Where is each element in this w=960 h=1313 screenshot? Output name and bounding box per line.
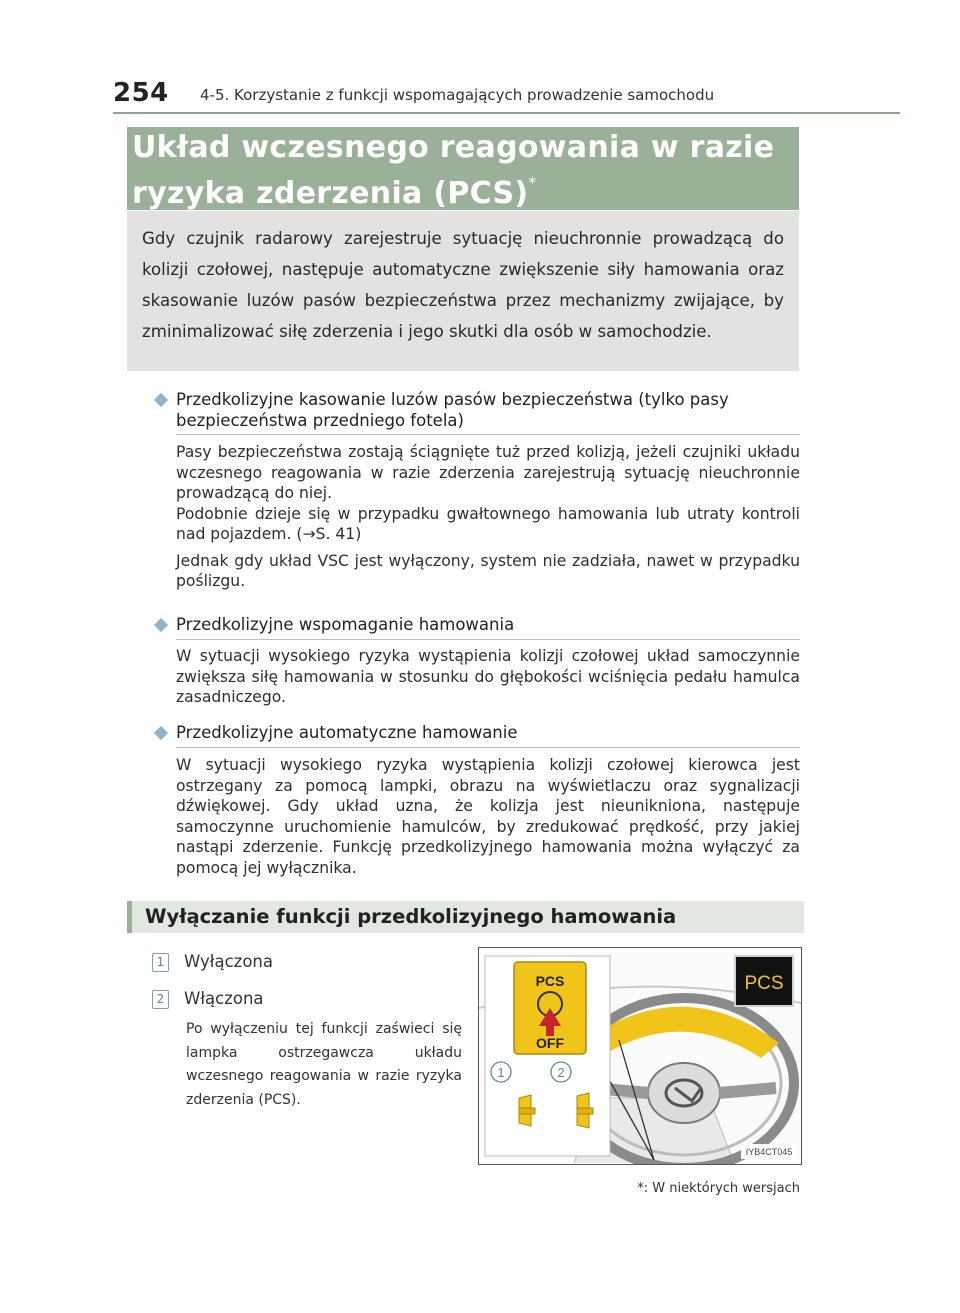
paragraph: W sytuacji wysokiego ryzyka wystąpienia kolizji czołowej układ samoczynnie zwiększa siłę hamowania w stosunku do głębokości wciśnięcia pedału hamulca zasadniczego.: [176, 647, 800, 706]
subsection-divider: [176, 434, 800, 435]
bullet-diamond-icon: [154, 618, 168, 632]
item-label-on: Włączona: [184, 989, 264, 1008]
item-number-badge: 2: [152, 990, 169, 1009]
subsection-body: [176, 646, 800, 708]
paragraph: Jednak gdy układ VSC jest wyłączony, system nie zadziała, nawet w przypadku poślizgu.: [176, 551, 800, 590]
paragraph: W sytuacji wysokiego ryzyka wystąpienia kolizji czołowej kierowca jest ostrzegany za pomocą lampki, obrazu na wyświetlaczu oraz sygnalizacji dźwiękowej. Gdy układ uzna, że kolizja jest nieunikniona, następuje samoczynne uruchomienie hamulców, by zredukować prędkość, przy jakiej nastąpi zderzenie. Funkcję przedkolizyjnego hamowania można wyłączyć za pomocą jej wyłącznika.: [176, 756, 800, 877]
item-label-off: Wyłączona: [184, 952, 273, 971]
callout-number: 1: [497, 1065, 505, 1080]
subsection-title: Przedkolizyjne kasowanie luzów pasów bezpieczeństwa (tylko pasy bezpieczeństwa przedniego fotela): [176, 390, 729, 430]
switch-bottom-label: OFF: [536, 1035, 564, 1051]
switch-top-label: PCS: [535, 973, 565, 989]
subsection-title: Przedkolizyjne wspomaganie hamowania: [176, 615, 515, 634]
page-number: 254: [113, 78, 169, 108]
note-text: Po wyłączeniu tej funkcji zaświeci się lampka ostrzegawcza układu wczesnego reagowania w razie ryzyka zderzenia (PCS).: [186, 1021, 462, 1108]
item-number-badge: 1: [152, 953, 169, 972]
subsection-divider: [176, 639, 800, 640]
subsection-body: [176, 442, 800, 592]
section-heading: Wyłączanie funkcji przedkolizyjnego hamowania: [145, 905, 677, 928]
title-line-1: Układ wczesnego reagowania w razie: [132, 130, 775, 165]
asterisk-mark: *: [528, 173, 537, 192]
pcs-display-label: PCS: [744, 973, 784, 994]
bullet-diamond-icon: [154, 393, 168, 407]
paragraph: Pasy bezpieczeństwa zostają ściągnięte tuż przed kolizją, jeżeli czujniki układu wczesnego reagowania w razie zderzenia zarejestrują sytuację nieuchronnie prowadzącą do niej.: [176, 443, 800, 502]
image-code: IYB4CT045: [745, 1147, 793, 1157]
pcs-switch-illustration: [478, 947, 802, 1165]
callout-number: 2: [557, 1065, 565, 1080]
paragraph: Podobnie dzieje się w przypadku gwałtownego hamowania lub utraty kontroli nad pojazdem. (→S. 41): [176, 504, 800, 543]
bullet-diamond-icon: [154, 726, 168, 740]
intro-text: Gdy czujnik radarowy zarejestruje sytuację nieuchronnie prowadzącą do kolizji czołowej, następuje automatyczne zwiększenie siły hamowania oraz skasowanie luzów pasów bezpieczeństwa przez mechanizmy zwijające, by zminimalizować siłę zderzenia i jego skutki dla osób w samochodzie.: [142, 229, 784, 341]
subsection-divider: [176, 747, 800, 748]
footnote: *: W niektórych wersjach: [637, 1181, 800, 1196]
title-line-2: ryzyka zderzenia (PCS)*: [132, 173, 537, 211]
header-divider: [113, 112, 900, 114]
dashboard-drawing: [479, 948, 801, 1164]
section-title: [132, 128, 792, 213]
subsection-body: [176, 755, 800, 878]
chapter-heading: 4-5. Korzystanie z funkcji wspomagających prowadzenie samochodu: [200, 86, 715, 104]
subsection-title: Przedkolizyjne automatyczne hamowanie: [176, 723, 518, 742]
